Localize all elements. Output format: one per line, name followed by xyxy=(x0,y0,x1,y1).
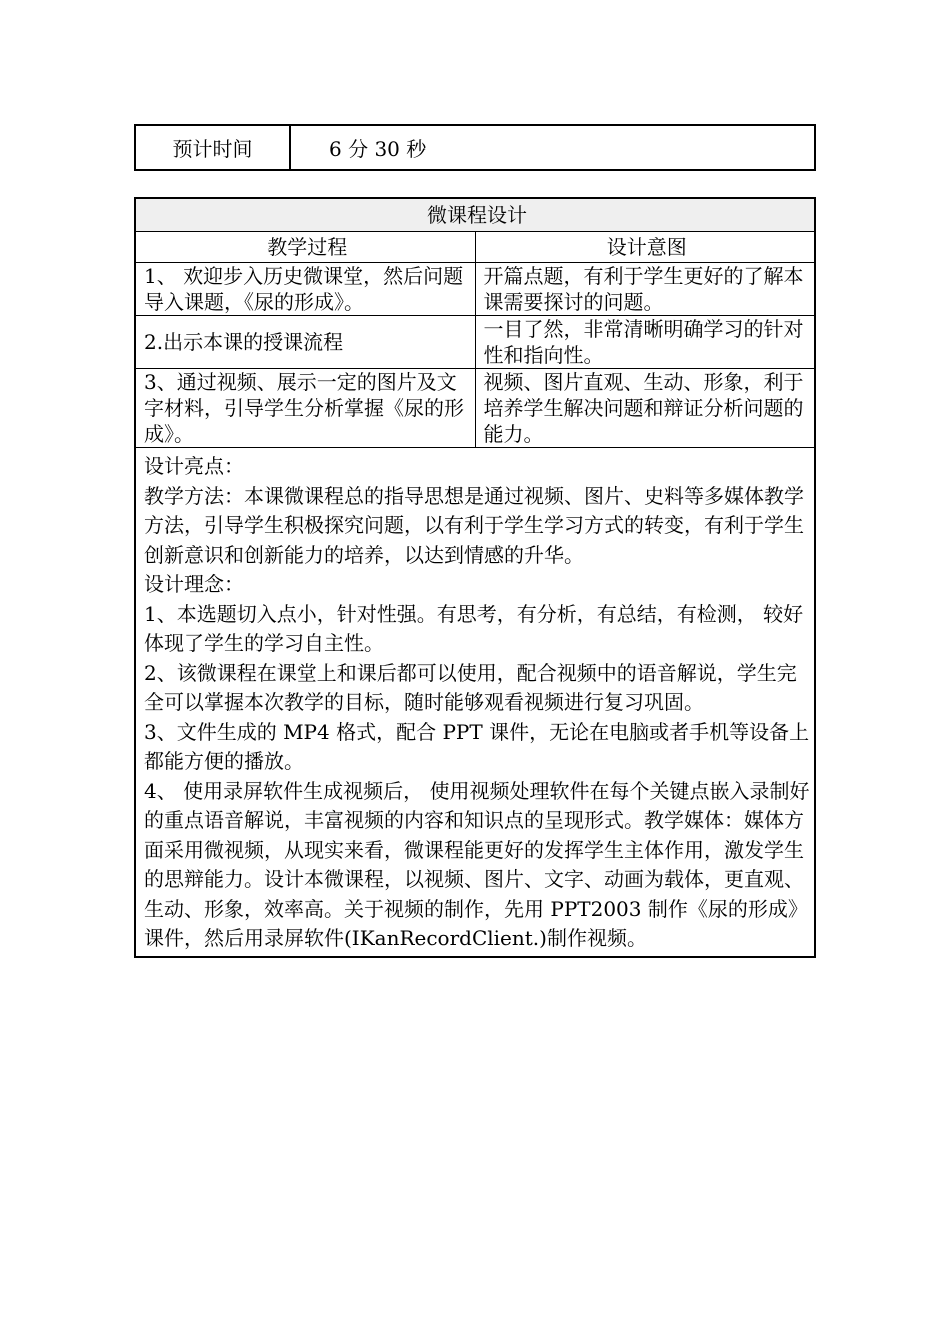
table-row xyxy=(135,369,815,448)
table-row xyxy=(135,263,815,316)
concept-point: 2、该微课程在课堂上和课后都可以使用，配合视频中的语音解说，学生完全可以掌握本次教学的目标，随时能够观看视频进行复习巩固。 xyxy=(144,660,797,714)
concept-point: 1、本选题切入点小，针对性强。有思考，有分析，有总结，有检测， 较好体现了学生的学习自主性。 xyxy=(144,601,804,655)
time-table xyxy=(134,124,816,171)
column-header-intent: 设计意图 xyxy=(475,232,815,263)
process-cell: 1、 欢迎步入历史微课堂，然后问题导入课题，《尿的形成》。 xyxy=(135,263,475,316)
time-row xyxy=(135,125,815,170)
column-header-process: 教学过程 xyxy=(135,232,475,263)
design-title-row xyxy=(135,198,815,232)
time-value: 6 分 30 秒 xyxy=(290,125,815,170)
intent-cell: 一目了然，非常清晰明确学习的针对性和指向性。 xyxy=(475,316,815,369)
table-row xyxy=(135,316,815,369)
design-table xyxy=(134,197,816,958)
column-header-row xyxy=(135,232,815,263)
highlights-heading: 设计亮点： xyxy=(144,454,244,478)
process-cell: 3、通过视频、展示一定的图片及文字材料，引导学生分析掌握《尿的形成》。 xyxy=(135,369,475,448)
intent-cell: 开篇点题，有利于学生更好的了解本课需要探讨的问题。 xyxy=(475,263,815,316)
intent-cell: 视频、图片直观、生动、形象，利于培养学生解决问题和辩证分析问题的能力。 xyxy=(475,369,815,448)
concept-point: 4、 使用录屏软件生成视频后， 使用视频处理软件在每个关键点嵌入录制好的重点语音解说，丰富视频的内容和知识点的呈现形式。教学媒体：媒体方面采用微视频，从现实来看，微课程能更好的发挥学生主体作用，激发学生的思辩能力。设计本微课程，以视频、图片、文字、动画为载体，更直观、生动、形象，效率高。关于视频的制作，先用 PPT2003 制作《尿的形成》课件，然后用录屏软件(IKanRecordClient.)制作视频。 xyxy=(144,778,810,950)
highlights-cell xyxy=(135,448,815,957)
design-title: 微课程设计 xyxy=(135,198,815,232)
time-label: 预计时间 xyxy=(135,125,290,170)
teaching-method: 教学方法：本课微课程总的指导思想是通过视频、图片、史料等多媒体教学方法，引导学生积极探究问题，以有利于学生学习方式的转变，有利于学生创新意识和创新能力的培养，以达到情感的升华。 xyxy=(144,483,804,567)
concept-heading: 设计理念： xyxy=(144,572,244,596)
highlights-row xyxy=(135,448,815,957)
concept-point: 3、文件生成的 MP4 格式，配合 PPT 课件，无论在电脑或者手机等设备上都能方便的播放。 xyxy=(144,719,810,773)
process-cell: 2.出示本课的授课流程 xyxy=(135,316,475,369)
